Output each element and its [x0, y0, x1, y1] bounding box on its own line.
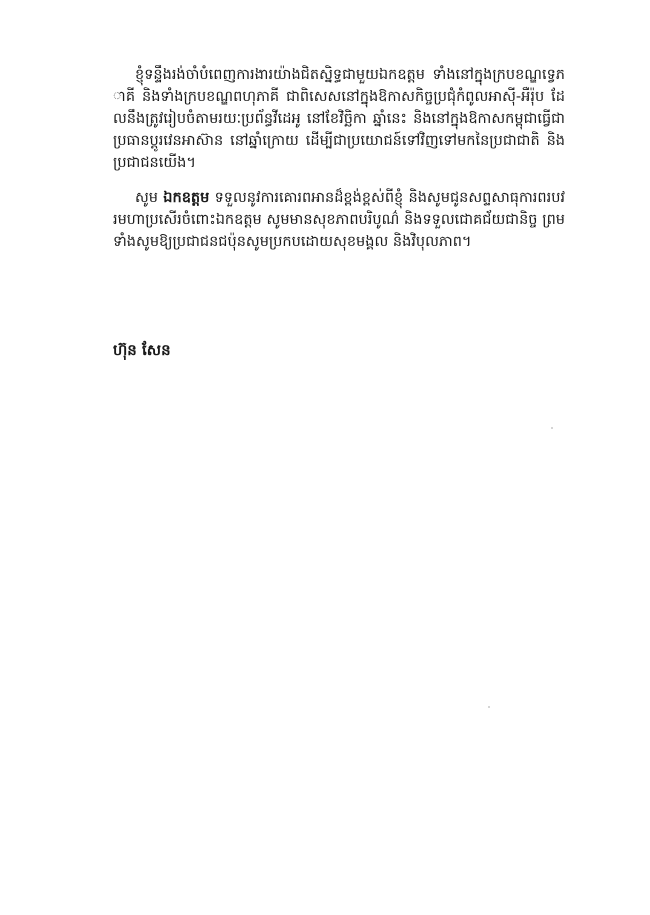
letter-paragraph-closing: [113, 187, 565, 253]
letter-paragraph: [113, 64, 565, 174]
scan-speck: [551, 427, 553, 429]
scan-speck: [488, 706, 490, 708]
closing-honorific: ឯកឧត្តម: [163, 190, 210, 206]
closing-text: ទទួលនូវការគោរពអានដ៏ខ្ពង់ខ្ពស់ពីខ្ញុំ និងសូមជូនសព្ទសាធុការពរបវរមហាប្រសើរចំពោះឯកឧត្តម សូមមានសុខភាពបរិបូណ៌ និងទទួលជោគជ័យជានិច្ច ព្រមទាំងសូមឱ្យប្រជាជនជប៉ុនសូមប្រកបដោយសុខមង្គល និងវិបុលភាព។: [113, 190, 565, 250]
closing-prefix: សូម: [135, 190, 164, 206]
signature-name: ហ៊ុន សែន: [113, 341, 171, 359]
paragraph-text: ខ្ញុំទន្ទឹងរង់ចាំបំពេញការងារយ៉ាងជិតស្និទ្ធជាមួយឯកឧត្តម ទាំងនៅក្នុងក្របខណ្ឌទ្វេភាគី និងទាំងក្របខណ្ឌពហុភាគី ជាពិសេសនៅក្នុងឱកាសកិច្ចប្រជុំកំពូលអាស៊ី-អឺរ៉ុប ដែលនឹងត្រូវរៀបចំតាមរយៈប្រព័ន្ធវីដេអូ នៅខែវិច្ឆិកា ឆ្នាំនេះ និងនៅក្នុងឱកាសកម្ពុជាធ្វើជាប្រធានប្ដូរវេនអាស៊ាន នៅឆ្នាំក្រោយ ដើម្បីជាប្រយោជន៍ទៅវិញទៅមកនៃប្រជាជាតិ និងប្រជាជនយើង។: [113, 67, 565, 171]
